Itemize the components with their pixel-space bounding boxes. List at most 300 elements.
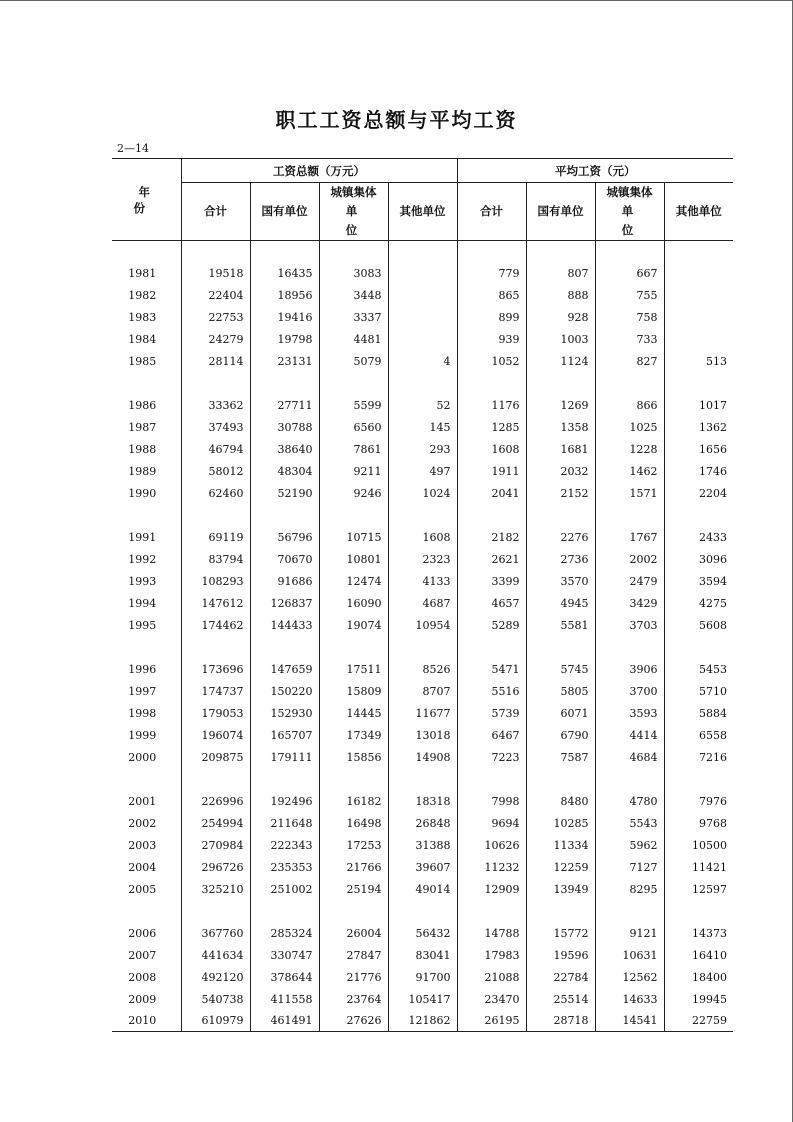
value-cell: 5710 bbox=[699, 684, 727, 698]
value-cell: 1176 bbox=[457, 394, 526, 416]
value-cell: 2182 bbox=[457, 526, 526, 548]
value-cell: 1358 bbox=[526, 416, 595, 438]
value-cell: 16182 bbox=[319, 790, 388, 812]
value-cell: 22404 bbox=[181, 284, 250, 306]
value-cell: 39607 bbox=[388, 856, 457, 878]
value-cell: 147659 bbox=[250, 658, 319, 680]
table-row bbox=[112, 570, 733, 592]
value-cell: 2041 bbox=[457, 482, 526, 504]
year-cell: 1984 bbox=[112, 328, 181, 350]
value-cell: 1462 bbox=[595, 460, 664, 482]
value-cell: 5079 bbox=[319, 350, 388, 372]
value-cell: 1608 bbox=[388, 526, 457, 548]
value-cell: 48304 bbox=[250, 460, 319, 482]
value-cell: 46794 bbox=[181, 438, 250, 460]
value-cell: 3593 bbox=[595, 702, 664, 724]
value-cell: 26848 bbox=[388, 812, 457, 834]
value-cell: 2621 bbox=[457, 548, 526, 570]
value-cell: 38640 bbox=[250, 438, 319, 460]
value-cell: 24279 bbox=[181, 328, 250, 350]
col-header-urban-collective: 城镇集体 单 位 bbox=[319, 183, 388, 241]
table-row bbox=[112, 988, 733, 1010]
value-cell: 14633 bbox=[595, 988, 664, 1010]
col-header-total: 合计 bbox=[181, 183, 250, 241]
year-cell: 1994 bbox=[112, 592, 181, 614]
value-cell: 5599 bbox=[319, 394, 388, 416]
value-cell: 13018 bbox=[388, 724, 457, 746]
value-cell: 1608 bbox=[457, 438, 526, 460]
value-cell: 17253 bbox=[319, 834, 388, 856]
value-cell: 25194 bbox=[319, 878, 388, 900]
value-cell: 461491 bbox=[250, 1010, 319, 1032]
table-row bbox=[112, 944, 733, 966]
value-cell: 293 bbox=[388, 438, 457, 460]
value-cell: 91700 bbox=[388, 966, 457, 988]
table-row bbox=[112, 328, 733, 350]
value-cell: 14373 bbox=[692, 926, 727, 940]
value-cell: 69119 bbox=[181, 526, 250, 548]
table-row bbox=[112, 526, 733, 548]
value-cell: 497 bbox=[388, 460, 457, 482]
table-row bbox=[112, 394, 733, 416]
value-cell: 21766 bbox=[319, 856, 388, 878]
value-cell: 758 bbox=[595, 306, 664, 328]
value-cell: 37493 bbox=[181, 416, 250, 438]
year-cell: 2001 bbox=[112, 790, 181, 812]
value-cell: 23470 bbox=[457, 988, 526, 1010]
table-row bbox=[112, 966, 733, 988]
value-cell: 108293 bbox=[181, 570, 250, 592]
table-row bbox=[112, 878, 733, 900]
value-cell: 173696 bbox=[181, 658, 250, 680]
value-cell: 18956 bbox=[250, 284, 319, 306]
value-cell: 1911 bbox=[457, 460, 526, 482]
col-header-avg-state-owned: 国有单位 bbox=[526, 183, 595, 241]
year-cell: 1982 bbox=[112, 284, 181, 306]
value-cell: 4657 bbox=[457, 592, 526, 614]
value-cell: 2204 bbox=[699, 486, 727, 500]
value-cell: 5516 bbox=[457, 680, 526, 702]
value-cell: 865 bbox=[457, 284, 526, 306]
col-header-state-owned: 国有单位 bbox=[250, 183, 319, 241]
value-cell: 3096 bbox=[699, 552, 727, 566]
value-cell bbox=[388, 328, 457, 350]
value-cell: 28114 bbox=[181, 350, 250, 372]
value-cell: 7223 bbox=[457, 746, 526, 768]
value-cell: 1571 bbox=[595, 482, 664, 504]
year-cell: 1990 bbox=[112, 482, 181, 504]
value-cell: 165707 bbox=[250, 724, 319, 746]
value-cell: 31388 bbox=[388, 834, 457, 856]
value-cell: 866 bbox=[595, 394, 664, 416]
group-gap-row bbox=[112, 504, 733, 526]
value-cell: 827 bbox=[595, 350, 664, 372]
table-row bbox=[112, 438, 733, 460]
value-cell: 12562 bbox=[595, 966, 664, 988]
value-cell: 2152 bbox=[526, 482, 595, 504]
value-cell: 254994 bbox=[181, 812, 250, 834]
value-cell: 4275 bbox=[699, 596, 727, 610]
spacer-row bbox=[112, 241, 733, 263]
year-cell: 2003 bbox=[112, 834, 181, 856]
table-row bbox=[112, 812, 733, 834]
value-cell: 27626 bbox=[319, 1010, 388, 1032]
value-cell: 1017 bbox=[699, 398, 727, 412]
value-cell: 10715 bbox=[319, 526, 388, 548]
value-cell: 7976 bbox=[699, 794, 727, 808]
year-cell: 2010 bbox=[112, 1010, 181, 1032]
table-row bbox=[112, 592, 733, 614]
value-cell: 325210 bbox=[181, 878, 250, 900]
value-cell: 4687 bbox=[388, 592, 457, 614]
year-cell: 1999 bbox=[112, 724, 181, 746]
table-row bbox=[112, 284, 733, 306]
table-row bbox=[112, 922, 733, 944]
value-cell: 610979 bbox=[181, 1010, 250, 1032]
value-cell: 2323 bbox=[388, 548, 457, 570]
year-cell: 1987 bbox=[112, 416, 181, 438]
value-cell: 7587 bbox=[526, 746, 595, 768]
value-cell: 4481 bbox=[319, 328, 388, 350]
value-cell: 23131 bbox=[250, 350, 319, 372]
value-cell: 9121 bbox=[595, 922, 664, 944]
value-cell: 211648 bbox=[250, 812, 319, 834]
value-cell: 2736 bbox=[526, 548, 595, 570]
year-cell: 1985 bbox=[112, 350, 181, 372]
year-cell: 1993 bbox=[112, 570, 181, 592]
value-cell: 11334 bbox=[526, 834, 595, 856]
value-cell: 3399 bbox=[457, 570, 526, 592]
group-gap-row bbox=[112, 900, 733, 922]
value-cell: 19945 bbox=[692, 992, 727, 1006]
value-cell: 807 bbox=[526, 262, 595, 284]
value-cell: 16498 bbox=[319, 812, 388, 834]
value-cell: 1003 bbox=[526, 328, 595, 350]
value-cell: 15809 bbox=[319, 680, 388, 702]
value-cell: 6071 bbox=[526, 702, 595, 724]
year-cell: 1988 bbox=[112, 438, 181, 460]
value-cell: 2276 bbox=[526, 526, 595, 548]
value-cell: 19596 bbox=[526, 944, 595, 966]
value-cell: 4684 bbox=[595, 746, 664, 768]
value-cell: 16410 bbox=[692, 948, 727, 962]
value-cell: 83041 bbox=[388, 944, 457, 966]
year-cell: 1998 bbox=[112, 702, 181, 724]
value-cell bbox=[664, 284, 733, 306]
value-cell bbox=[664, 328, 733, 350]
value-cell: 56432 bbox=[388, 922, 457, 944]
total-wages-group-header: 工资总额（万元） bbox=[181, 159, 457, 183]
value-cell: 196074 bbox=[181, 724, 250, 746]
table-row bbox=[112, 658, 733, 680]
year-cell: 1991 bbox=[112, 526, 181, 548]
value-cell: 174462 bbox=[181, 614, 250, 636]
value-cell: 15772 bbox=[526, 922, 595, 944]
value-cell: 10631 bbox=[595, 944, 664, 966]
value-cell: 5739 bbox=[457, 702, 526, 724]
value-cell: 1269 bbox=[526, 394, 595, 416]
value-cell: 6790 bbox=[526, 724, 595, 746]
value-cell: 1656 bbox=[699, 442, 727, 456]
value-cell: 10500 bbox=[692, 838, 727, 852]
value-cell: 28718 bbox=[526, 1010, 595, 1032]
value-cell: 1285 bbox=[457, 416, 526, 438]
value-cell: 779 bbox=[457, 262, 526, 284]
table-row bbox=[112, 856, 733, 878]
table-row bbox=[112, 482, 733, 504]
value-cell: 1024 bbox=[388, 482, 457, 504]
value-cell: 9694 bbox=[457, 812, 526, 834]
avg-wage-group-header: 平均工资（元） bbox=[457, 159, 733, 183]
year-cell: 2006 bbox=[112, 922, 181, 944]
value-cell: 33362 bbox=[181, 394, 250, 416]
value-cell: 27847 bbox=[319, 944, 388, 966]
year-cell: 1986 bbox=[112, 394, 181, 416]
value-cell: 22759 bbox=[664, 1010, 733, 1032]
value-cell: 7861 bbox=[319, 438, 388, 460]
value-cell: 667 bbox=[595, 262, 664, 284]
table-row bbox=[112, 548, 733, 570]
value-cell: 733 bbox=[595, 328, 664, 350]
value-cell: 492120 bbox=[181, 966, 250, 988]
value-cell: 10626 bbox=[457, 834, 526, 856]
value-cell: 27711 bbox=[250, 394, 319, 416]
value-cell: 5289 bbox=[457, 614, 526, 636]
value-cell: 25514 bbox=[526, 988, 595, 1010]
value-cell: 10954 bbox=[388, 614, 457, 636]
value-cell: 11232 bbox=[457, 856, 526, 878]
value-cell: 83794 bbox=[181, 548, 250, 570]
value-cell: 12259 bbox=[526, 856, 595, 878]
value-cell: 7127 bbox=[595, 856, 664, 878]
value-cell: 19798 bbox=[250, 328, 319, 350]
value-cell: 145 bbox=[388, 416, 457, 438]
year-header: 年 份 bbox=[112, 159, 181, 241]
value-cell: 4133 bbox=[388, 570, 457, 592]
value-cell: 6558 bbox=[699, 728, 727, 742]
value-cell: 755 bbox=[595, 284, 664, 306]
value-cell: 8480 bbox=[526, 790, 595, 812]
table-row bbox=[112, 306, 733, 328]
value-cell: 23764 bbox=[319, 988, 388, 1010]
table-row bbox=[112, 724, 733, 746]
group-gap-row bbox=[112, 768, 733, 790]
year-cell: 2007 bbox=[112, 944, 181, 966]
value-cell: 6467 bbox=[457, 724, 526, 746]
value-cell: 513 bbox=[706, 354, 727, 368]
value-cell: 12909 bbox=[457, 878, 526, 900]
value-cell: 1681 bbox=[526, 438, 595, 460]
table-row bbox=[112, 1010, 733, 1032]
value-cell: 22784 bbox=[526, 966, 595, 988]
value-cell: 226996 bbox=[181, 790, 250, 812]
value-cell: 144433 bbox=[250, 614, 319, 636]
value-cell bbox=[664, 262, 733, 284]
value-cell: 8526 bbox=[388, 658, 457, 680]
value-cell bbox=[388, 306, 457, 328]
value-cell: 52 bbox=[388, 394, 457, 416]
value-cell: 147612 bbox=[181, 592, 250, 614]
year-cell: 1983 bbox=[112, 306, 181, 328]
value-cell: 15856 bbox=[319, 746, 388, 768]
value-cell: 3448 bbox=[319, 284, 388, 306]
value-cell: 52190 bbox=[250, 482, 319, 504]
value-cell: 1124 bbox=[526, 350, 595, 372]
value-cell: 270984 bbox=[181, 834, 250, 856]
value-cell: 209875 bbox=[181, 746, 250, 768]
value-cell: 17983 bbox=[457, 944, 526, 966]
value-cell: 3083 bbox=[319, 262, 388, 284]
value-cell: 58012 bbox=[181, 460, 250, 482]
value-cell: 2433 bbox=[699, 530, 727, 544]
group-gap-row bbox=[112, 372, 733, 394]
col-header-other: 其他单位 bbox=[388, 183, 457, 241]
value-cell: 3703 bbox=[595, 614, 664, 636]
value-cell: 17511 bbox=[319, 658, 388, 680]
year-cell: 1989 bbox=[112, 460, 181, 482]
value-cell: 540738 bbox=[181, 988, 250, 1010]
value-cell: 16435 bbox=[250, 262, 319, 284]
value-cell: 235353 bbox=[250, 856, 319, 878]
table-code: 2—14 bbox=[117, 142, 149, 155]
value-cell: 4414 bbox=[595, 724, 664, 746]
value-cell: 251002 bbox=[250, 878, 319, 900]
value-cell: 9246 bbox=[319, 482, 388, 504]
value-cell: 56796 bbox=[250, 526, 319, 548]
value-cell: 939 bbox=[457, 328, 526, 350]
year-cell: 1997 bbox=[112, 680, 181, 702]
value-cell: 3570 bbox=[526, 570, 595, 592]
value-cell: 4 bbox=[388, 350, 457, 372]
col-header-avg-urban-collective: 城镇集体 单 位 bbox=[595, 183, 664, 241]
value-cell: 5453 bbox=[699, 662, 727, 676]
value-cell: 367760 bbox=[181, 922, 250, 944]
value-cell: 49014 bbox=[388, 878, 457, 900]
value-cell: 5805 bbox=[526, 680, 595, 702]
value-cell: 899 bbox=[457, 306, 526, 328]
table-row bbox=[112, 680, 733, 702]
value-cell: 5608 bbox=[699, 618, 727, 632]
value-cell: 21776 bbox=[319, 966, 388, 988]
group-gap-row bbox=[112, 636, 733, 658]
year-cell: 1996 bbox=[112, 658, 181, 680]
value-cell: 17349 bbox=[319, 724, 388, 746]
table-row bbox=[112, 416, 733, 438]
value-cell: 121862 bbox=[388, 1010, 457, 1032]
value-cell: 152930 bbox=[250, 702, 319, 724]
wage-table bbox=[112, 158, 733, 1032]
value-cell bbox=[388, 284, 457, 306]
value-cell: 1362 bbox=[699, 420, 727, 434]
table-row bbox=[112, 702, 733, 724]
value-cell: 11677 bbox=[388, 702, 457, 724]
year-cell: 2009 bbox=[112, 988, 181, 1010]
table-body bbox=[112, 241, 733, 1032]
value-cell: 5581 bbox=[526, 614, 595, 636]
value-cell: 21088 bbox=[457, 966, 526, 988]
value-cell: 19074 bbox=[319, 614, 388, 636]
year-cell: 2008 bbox=[112, 966, 181, 988]
value-cell: 1746 bbox=[699, 464, 727, 478]
year-cell: 2004 bbox=[112, 856, 181, 878]
year-cell: 2000 bbox=[112, 746, 181, 768]
value-cell: 70670 bbox=[250, 548, 319, 570]
table-row bbox=[112, 262, 733, 284]
value-cell: 179111 bbox=[250, 746, 319, 768]
value-cell: 2032 bbox=[526, 460, 595, 482]
value-cell: 3906 bbox=[595, 658, 664, 680]
value-cell: 14788 bbox=[457, 922, 526, 944]
value-cell: 1025 bbox=[595, 416, 664, 438]
year-cell: 2005 bbox=[112, 878, 181, 900]
value-cell: 4780 bbox=[595, 790, 664, 812]
value-cell: 14541 bbox=[595, 1010, 664, 1032]
value-cell: 5745 bbox=[526, 658, 595, 680]
value-cell: 91686 bbox=[250, 570, 319, 592]
value-cell: 3337 bbox=[319, 306, 388, 328]
value-cell: 19518 bbox=[181, 262, 250, 284]
year-cell: 1981 bbox=[112, 262, 181, 284]
value-cell: 8707 bbox=[388, 680, 457, 702]
table-row bbox=[112, 350, 733, 372]
value-cell: 2479 bbox=[595, 570, 664, 592]
value-cell: 14908 bbox=[388, 746, 457, 768]
value-cell: 222343 bbox=[250, 834, 319, 856]
value-cell: 19416 bbox=[250, 306, 319, 328]
value-cell: 16090 bbox=[319, 592, 388, 614]
value-cell: 1052 bbox=[457, 350, 526, 372]
table-row bbox=[112, 790, 733, 812]
value-cell: 9211 bbox=[319, 460, 388, 482]
value-cell: 5884 bbox=[699, 706, 727, 720]
table-row bbox=[112, 746, 733, 768]
value-cell: 1228 bbox=[595, 438, 664, 460]
value-cell: 30788 bbox=[250, 416, 319, 438]
value-cell: 5471 bbox=[457, 658, 526, 680]
value-cell: 4945 bbox=[526, 592, 595, 614]
value-cell: 5543 bbox=[595, 812, 664, 834]
value-cell: 2002 bbox=[595, 548, 664, 570]
value-cell: 192496 bbox=[250, 790, 319, 812]
value-cell: 26195 bbox=[457, 1010, 526, 1032]
value-cell: 411558 bbox=[250, 988, 319, 1010]
value-cell: 441634 bbox=[181, 944, 250, 966]
value-cell: 12474 bbox=[319, 570, 388, 592]
value-cell: 8295 bbox=[595, 878, 664, 900]
value-cell: 330747 bbox=[250, 944, 319, 966]
value-cell: 179053 bbox=[181, 702, 250, 724]
value-cell: 9768 bbox=[699, 816, 727, 830]
value-cell bbox=[664, 306, 733, 328]
year-cell: 1992 bbox=[112, 548, 181, 570]
value-cell: 14445 bbox=[319, 702, 388, 724]
value-cell: 18318 bbox=[388, 790, 457, 812]
value-cell: 26004 bbox=[319, 922, 388, 944]
value-cell: 1767 bbox=[595, 526, 664, 548]
year-cell: 2002 bbox=[112, 812, 181, 834]
value-cell: 3700 bbox=[595, 680, 664, 702]
year-cell: 1995 bbox=[112, 614, 181, 636]
table-row bbox=[112, 460, 733, 482]
value-cell: 105417 bbox=[388, 988, 457, 1010]
value-cell: 10801 bbox=[319, 548, 388, 570]
value-cell: 22753 bbox=[181, 306, 250, 328]
value-cell: 285324 bbox=[250, 922, 319, 944]
value-cell: 11421 bbox=[692, 860, 727, 874]
value-cell: 3594 bbox=[699, 574, 727, 588]
value-cell: 150220 bbox=[250, 680, 319, 702]
value-cell: 378644 bbox=[250, 966, 319, 988]
